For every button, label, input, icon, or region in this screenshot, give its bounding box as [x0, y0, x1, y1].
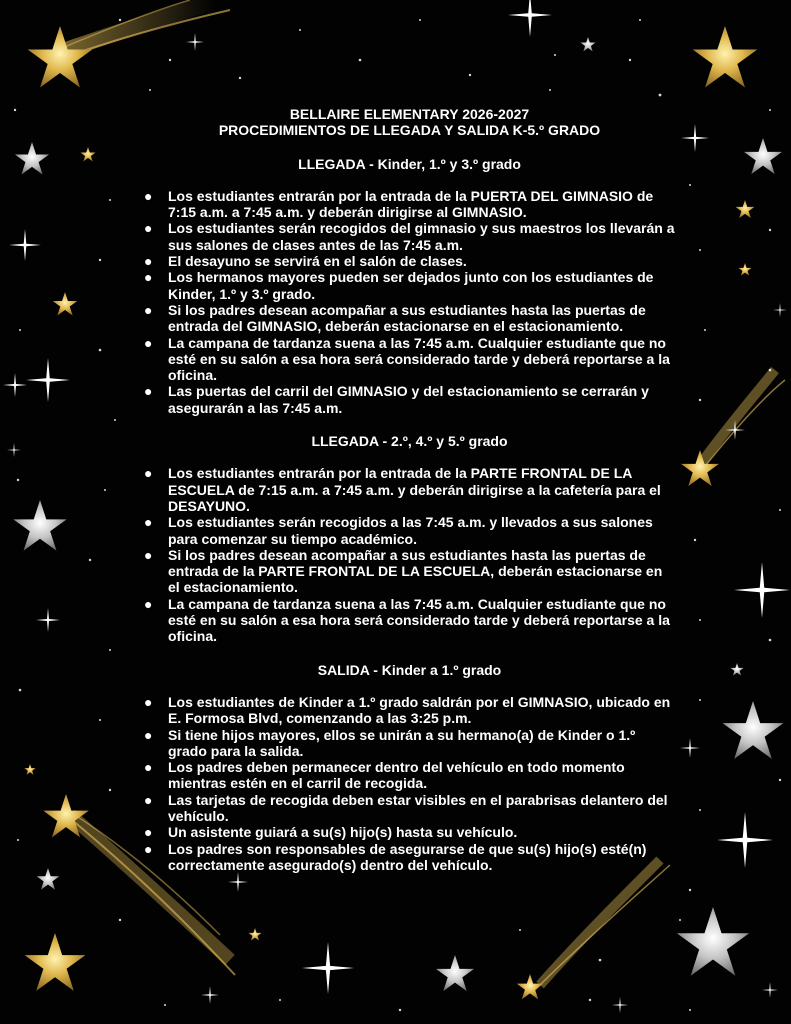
bullet-icon: ●	[144, 269, 153, 286]
list-item	[142, 188, 677, 221]
bullet-icon: ●	[144, 791, 153, 808]
list-item-text: Las tarjetas de recogida deben estar visibles en el parabrisas delantero del vehículo.	[168, 791, 668, 824]
list-item-text: Los padres deben permanecer dentro del vehículo en todo momento mientras estén en el carril de recogida.	[168, 759, 625, 792]
document-title	[142, 106, 677, 139]
list-item-text: Los hermanos mayores pueden ser dejados junto con los estudiantes de Kinder, 1.º y 3.º grado.	[168, 269, 654, 302]
list-item	[142, 824, 677, 840]
bullet-icon: ●	[144, 187, 153, 204]
bullet-icon: ●	[144, 824, 153, 841]
list-item-text: Un asistente guiará a su(s) hijo(s) hasta su vehículo.	[168, 824, 518, 841]
list-item-text: La campana de tardanza suena a las 7:45 a.m. Cualquier estudiante que no esté en su salón a esa hora será considerado tarde y deberá reportarse a la oficina.	[168, 595, 670, 645]
list-item-text: El desayuno se servirá en el salón de clases.	[168, 253, 467, 270]
list-item	[142, 220, 677, 253]
list-item-text: Los padres son responsables de asegurarse de que su(s) hijo(s) esté(n) correctamente asegurado(s) dentro del vehículo.	[168, 840, 647, 873]
bullet-icon: ●	[144, 220, 153, 237]
bullet-list	[142, 694, 677, 873]
list-item	[142, 335, 677, 384]
list-item	[142, 759, 677, 792]
bullet-icon: ●	[144, 595, 153, 612]
bullet-icon: ●	[144, 693, 153, 710]
bullet-icon: ●	[144, 759, 153, 776]
section-heading: SALIDA - Kinder a 1.º grado	[317, 661, 502, 678]
title-line-1: BELLAIRE ELEMENTARY 2026-2027	[289, 106, 530, 122]
list-item-text: Los estudiantes serán recogidos a las 7:45 a.m. y llevados a sus salones para comenzar su tiempo académico.	[168, 514, 653, 547]
section-heading: LLEGADA - Kinder, 1.º y 3.º grado	[298, 155, 521, 172]
bullet-icon: ●	[144, 514, 153, 531]
bullet-icon: ●	[144, 383, 153, 400]
list-item-text: Los estudiantes serán recogidos del gimnasio y sus maestros los llevarán a sus salones de clases antes de las 7:45 a.m.	[168, 220, 675, 253]
bullet-list	[142, 188, 677, 416]
list-item	[142, 727, 677, 760]
list-item	[142, 302, 677, 335]
bullet-icon: ●	[144, 726, 153, 743]
list-item-text: Las puertas del carril del GIMNASIO y del estacionamiento se cerrarán y asegurarán a las 7:45 a.m.	[168, 383, 649, 416]
list-item	[142, 465, 677, 514]
list-item-text: Los estudiantes entrarán por la entrada de la PARTE FRONTAL DE LA ESCUELA de 7:15 a.m. a 7:45 a.m. y deberán dirigirse a la cafetería para el DESAYUNO.	[168, 465, 661, 514]
list-item	[142, 792, 677, 825]
list-item-text: Si los padres desean acompañar a sus estudiantes hasta las puertas de entrada del GIMNASIO, deberán estacionarse en el estacionamiento.	[168, 301, 646, 335]
list-item	[142, 596, 677, 645]
sections	[142, 156, 677, 874]
list-item	[142, 514, 677, 547]
title-line-2: PROCEDIMIENTOS DE LLEGADA Y SALIDA K-5.º GRADO	[218, 122, 601, 139]
list-item	[142, 253, 677, 269]
list-item	[142, 547, 677, 596]
list-item	[142, 841, 677, 874]
list-item-text: La campana de tardanza suena a las 7:45 a.m. Cualquier estudiante que no esté en su salón a esa hora será considerado tarde y deberá reportarse a la oficina.	[168, 334, 670, 384]
bullet-list	[142, 465, 677, 644]
list-item	[142, 383, 677, 416]
list-item	[142, 694, 677, 727]
bullet-icon: ●	[144, 465, 153, 482]
bullet-icon: ●	[144, 334, 153, 351]
bullet-icon: ●	[144, 253, 153, 270]
procedures-document	[142, 106, 677, 873]
list-item	[142, 269, 677, 302]
bullet-icon: ●	[144, 840, 153, 857]
list-item-text: Si tiene hijos mayores, ellos se unirán a su hermano(a) de Kinder o 1.º grado para la salida.	[168, 726, 636, 759]
bullet-icon: ●	[144, 301, 153, 318]
list-item-text: Los estudiantes entrarán por la entrada de la PUERTA DEL GIMNASIO de 7:15 a.m. a 7:45 a.m. y deberán dirigirse al GIMNASIO.	[168, 187, 654, 221]
bullet-icon: ●	[144, 546, 153, 563]
section-heading: LLEGADA - 2.º, 4.º y 5.º grado	[311, 433, 508, 450]
list-item-text: Si los padres desean acompañar a sus estudiantes hasta las puertas de entrada de la PARTE FRONTAL DE LA ESCUELA, deberán estacionarse en el estacionamiento.	[168, 546, 663, 596]
list-item-text: Los estudiantes de Kinder a 1.º grado saldrán por el GIMNASIO, ubicado en E. Formosa Blvd, comenzando a las 3:25 p.m.	[168, 693, 671, 727]
